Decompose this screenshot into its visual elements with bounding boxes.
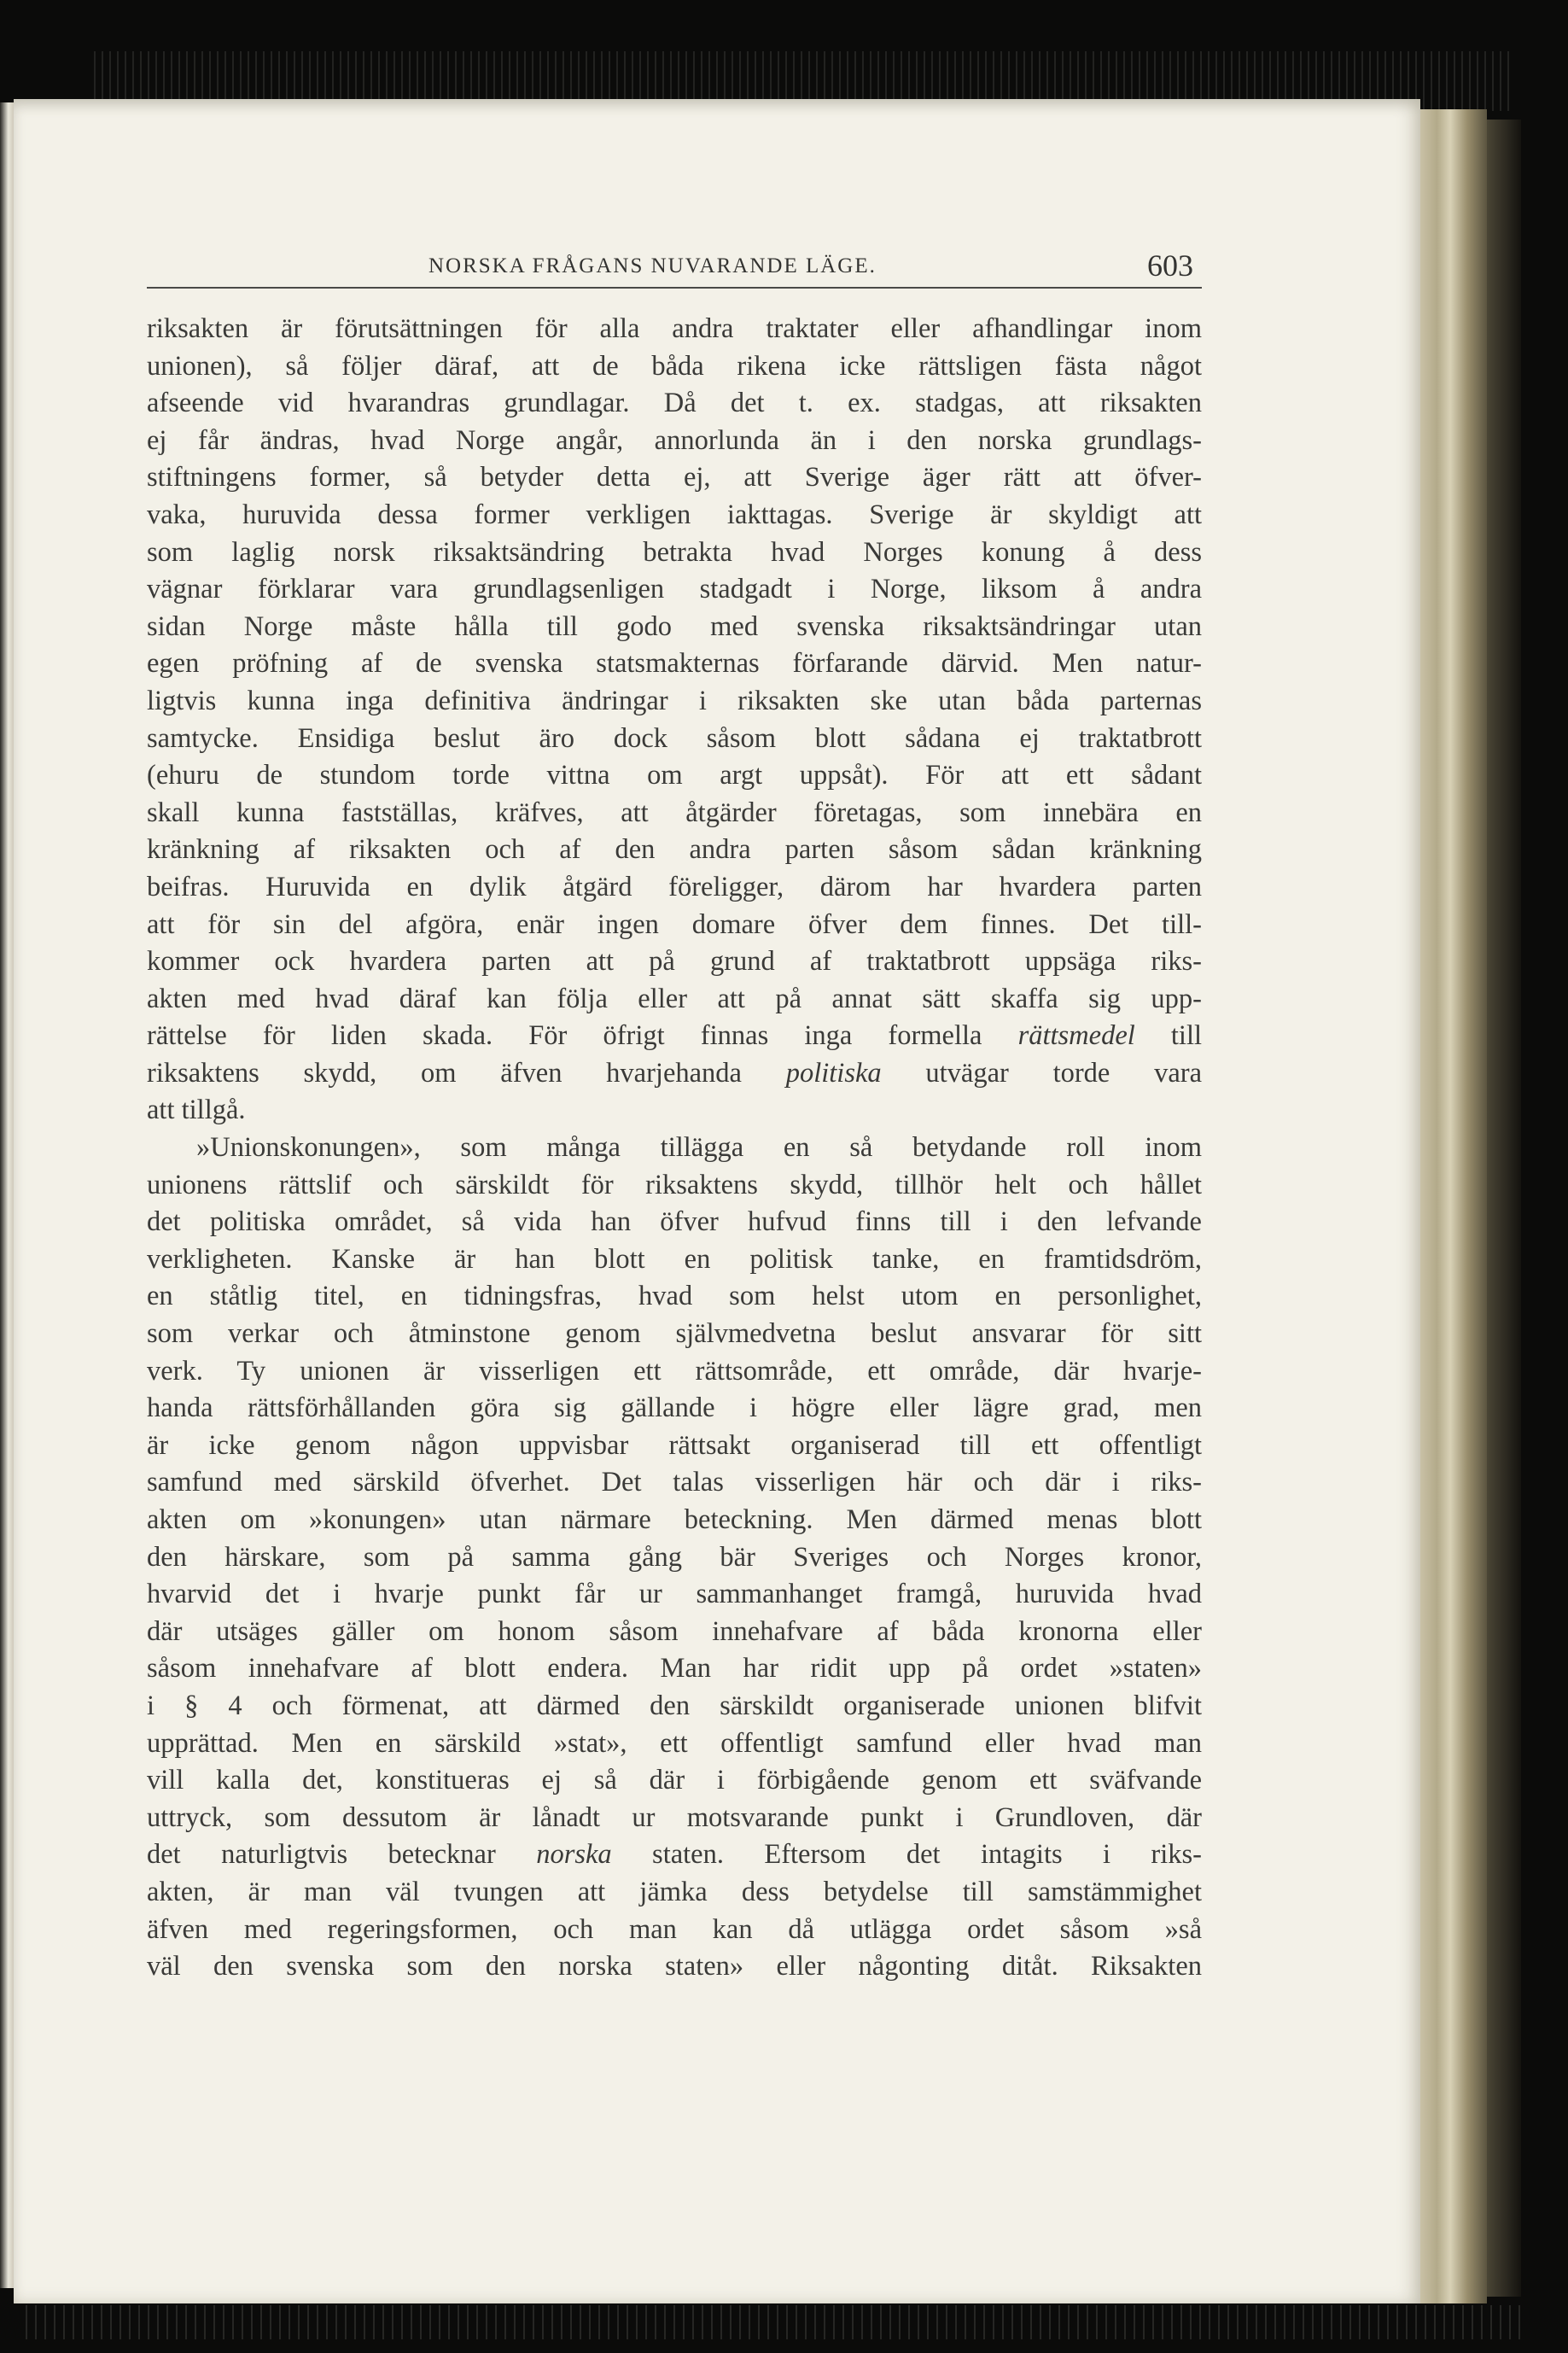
text-line: beifras. Huruvida en dylik åtgärd föreligger, därom har hvardera parten	[147, 871, 1202, 902]
text-line: samtycke. Ensidiga beslut äro dock såsom blott sådana ej traktatbrott	[147, 722, 1202, 754]
text-segment: det naturligtvis betecknar	[147, 1839, 537, 1871]
italic-term: rättsmedel	[1017, 1020, 1135, 1052]
text-line: verk. Ty unionen är visserligen ett rättsområde, ett område, där hvarje-	[147, 1355, 1202, 1387]
text-line: »Unionskonungen», som många tillägga en så betydande roll inom	[196, 1132, 1202, 1164]
text-line: afseende vid hvarandras grundlagar. Då det t. ex. stadgas, att riksakten	[147, 388, 1202, 419]
text-line: sidan Norge måste hålla till godo med svenska riksaktsändringar utan	[147, 610, 1202, 642]
text-line: den härskare, som på samma gång bär Sveriges och Norges kronor,	[147, 1541, 1202, 1573]
text-line: upprättad. Men en särskild »stat», ett offentligt samfund eller hvad man	[147, 1727, 1202, 1759]
text-line: handa rättsförhållanden göra sig gällande i högre eller lägre grad, men	[147, 1393, 1202, 1424]
text-segment: staten. Eftersom det intagits i riks-	[611, 1839, 1202, 1871]
text-line: uttryck, som dessutom är lånadt ur motsvarande punkt i Grundloven, där	[147, 1801, 1202, 1833]
text-line: kommer ock hvardera parten att på grund af traktatbrott uppsäga riks-	[147, 946, 1202, 978]
text-line: riksakten är förutsättningen för alla andra traktater eller afhandlingar inom	[147, 313, 1202, 344]
text-line: akten om »konungen» utan närmare beteckning. Men därmed menas blott	[147, 1504, 1202, 1535]
text-line: samfund med särskild öfverhet. Det talas visserligen här och där i riks-	[147, 1467, 1202, 1498]
text-line	[147, 1018, 1202, 1055]
text-line: unionen), så följer däraf, att de båda rikena icke rättsligen fästa något	[147, 350, 1202, 382]
text-line: väl den svenska som den norska staten» eller någonting ditåt. Riksakten	[147, 1951, 1202, 1982]
text-line: som laglig norsk riksaktsändring betrakta hvad Norges konung å dess	[147, 536, 1202, 568]
text-line: i § 4 och förmenat, att därmed den särskildt organiserade unionen blifvit	[147, 1690, 1202, 1721]
text-line	[147, 1055, 1202, 1093]
text-line: ligtvis kunna inga definitiva ändringar i riksakten ske utan båda parternas	[147, 685, 1202, 716]
text-segment: utvägar torde vara	[881, 1057, 1202, 1089]
text-line: vill kalla det, konstitueras ej så där i förbigående genom ett sväfvande	[147, 1765, 1202, 1796]
text-line: att för sin del afgöra, enär ingen domare öfver dem finnes. Det till-	[147, 908, 1202, 940]
text-line: egen pröfning af de svenska statsmakternas förfarande därvid. Men natur-	[147, 648, 1202, 680]
text-line: hvarvid det i hvarje punkt får ur sammanhanget framgå, huruvida hvad	[147, 1579, 1202, 1610]
text-line	[147, 1836, 1202, 1874]
italic-term: politiska	[785, 1057, 882, 1089]
text-line: är icke genom någon uppvisbar rättsakt organiserad till ett offentligt	[147, 1429, 1202, 1461]
text-line: skall kunna fastställas, kräfves, att åtgärder företagas, som innebära en	[147, 797, 1202, 828]
text-line: där utsäges gäller om honom såsom innehafvare af båda kronorna eller	[147, 1615, 1202, 1647]
text-line: det politiska området, så vida han öfver hufvud finns till i den lefvande	[147, 1206, 1202, 1238]
italic-term: norska	[536, 1839, 612, 1871]
text-line: ej får ändras, hvad Norge angår, annorlunda än i den norska grundlags-	[147, 424, 1202, 456]
text-line: unionens rättslif och särskildt för riksaktens skydd, tillhör helt och hållet	[147, 1169, 1202, 1200]
text-line: stiftningens former, så betyder detta ej, att Sverige äger rätt att öfver-	[147, 462, 1202, 493]
text-line: akten, är man väl tvungen att jämka dess betydelse till samstämmighet	[147, 1876, 1202, 1907]
text-line: en ståtlig titel, en tidningsfras, hvad som helst utom en personlighet,	[147, 1281, 1202, 1312]
text-line: såsom innehafvare af blott endera. Man har ridit upp på ordet »staten»	[147, 1653, 1202, 1684]
book-binding-shadow	[1487, 120, 1521, 2297]
text-line: som verkar och åtminstone genom självmedvetna beslut ansvarar för sitt	[147, 1318, 1202, 1350]
text-line: kränkning af riksakten och af den andra parten såsom sådan kränkning	[147, 834, 1202, 866]
text-line: vägnar förklarar vara grundlagsenligen stadgadt i Norge, liksom å andra	[147, 574, 1202, 605]
facing-page-edge	[0, 102, 14, 2288]
text-line: att tillgå.	[147, 1095, 246, 1126]
text-segment: till	[1134, 1020, 1202, 1052]
running-head: NORSKA FRÅGANS NUVARANDE LÄGE.	[428, 254, 877, 277]
scan-noise-bottom	[26, 2305, 1528, 2339]
page-header	[147, 248, 1202, 289]
body-text	[147, 311, 1202, 1986]
text-line: verkligheten. Kanske är han blott en politisk tanke, en framtidsdröm,	[147, 1243, 1202, 1275]
page-stack-edge	[1420, 109, 1487, 2303]
text-line: äfven med regeringsformen, och man kan då utlägga ordet såsom »så	[147, 1913, 1202, 1945]
text-segment: rättelse för liden skada. För öfrigt finnas inga formella	[147, 1020, 1018, 1052]
text-segment: riksaktens skydd, om äfven hvarjehanda	[147, 1057, 786, 1089]
text-line: (ehuru de stundom torde vittna om argt uppsåt). För att ett sådant	[147, 760, 1202, 791]
text-line: akten med hvad däraf kan följa eller att på annat sätt skaffa sig upp-	[147, 983, 1202, 1014]
page-number: 603	[1147, 248, 1193, 283]
text-line: vaka, huruvida dessa former verkligen iakttagas. Sverige är skyldigt att	[147, 499, 1202, 530]
